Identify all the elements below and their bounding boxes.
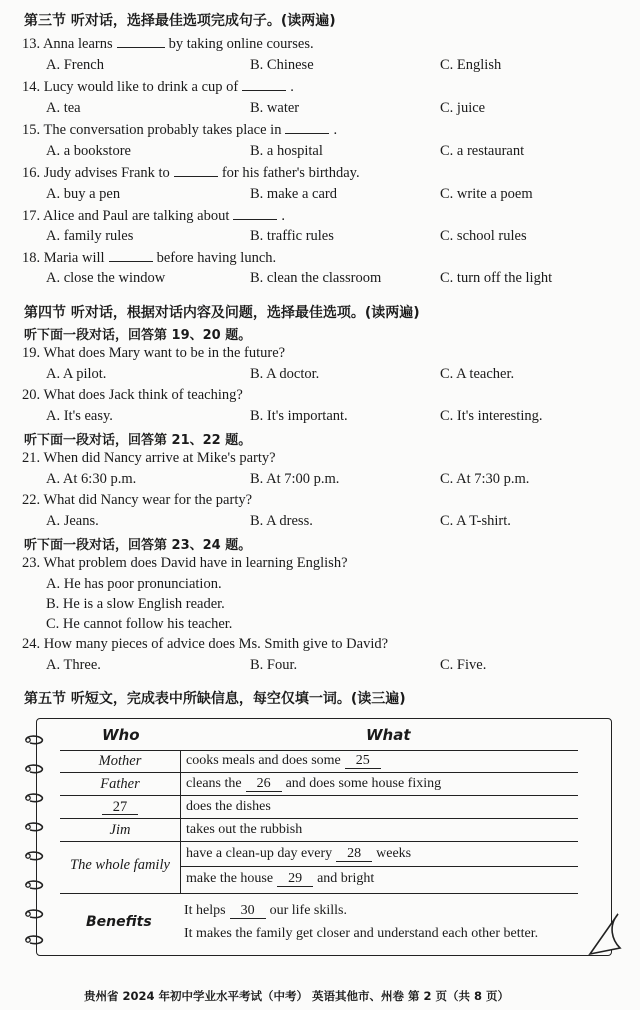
header-what: What (366, 726, 411, 744)
row-line (60, 818, 578, 819)
row-line (60, 841, 578, 842)
q19-option-c: C. A teacher. (440, 366, 515, 382)
row-line (60, 893, 578, 894)
question-20: 20. What does Jack think of teaching? (22, 387, 243, 403)
q18-option-c: C. turn off the light (440, 270, 553, 286)
spiral-ring-icon (24, 763, 46, 775)
who-father: Father (100, 776, 140, 792)
q24-option-a: A. Three. (46, 657, 101, 673)
q14-option-c: C. juice (440, 100, 486, 116)
q17-option-b: B. traffic rules (250, 228, 334, 244)
q16-option-c: C. write a poem (440, 186, 533, 202)
section5-title: 第五节 听短文，完成表中所缺信息，每空仅填一词。(读三遍) (24, 691, 406, 707)
question-16: 16. Judy advises Frank to for his father's birthday. (22, 165, 360, 181)
q23-option-c: C. He cannot follow his teacher. (46, 616, 233, 632)
what-family-2: make the house 29 and bright (186, 871, 375, 886)
spiral-ring-icon (24, 934, 46, 946)
q13-option-b: B. Chinese (250, 57, 314, 73)
section4-instruction-3: 听下面一段对话，回答第 23、24 题。 (24, 538, 252, 553)
page-curl-icon (588, 912, 622, 956)
who-blank-27: 27 (62, 799, 178, 816)
row-line (60, 795, 578, 796)
benefits-line-2: It makes the family get closer and understand each other better. (184, 926, 539, 941)
q18-option-b: B. clean the classroom (250, 270, 382, 286)
question-14: 14. Lucy would like to drink a cup of . (22, 79, 294, 95)
row-line (60, 772, 578, 773)
q13-option-c: C. English (440, 57, 502, 73)
q16-option-b: B. make a card (250, 186, 337, 202)
column-line (180, 750, 181, 893)
spiral-ring-icon (24, 821, 46, 833)
question-23: 23. What problem does David have in learning English? (22, 555, 348, 571)
question-21: 21. When did Nancy arrive at Mike's party? (22, 450, 276, 466)
q19-option-b: B. A doctor. (250, 366, 320, 382)
q20-option-b: B. It's important. (250, 408, 348, 424)
q19-option-a: A. A pilot. (46, 366, 107, 382)
q23-option-a: A. He has poor pronunciation. (46, 576, 222, 592)
question-13: 13. Anna learns by taking online courses. (22, 36, 314, 52)
q15-option-a: A. a bookstore (46, 143, 131, 159)
benefits-line-1: It helps 30 our life skills. (184, 903, 347, 918)
q21-option-b: B. At 7:00 p.m. (250, 471, 340, 487)
q16-option-a: A. buy a pen (46, 186, 121, 202)
section4-instruction-1: 听下面一段对话，回答第 19、20 题。 (24, 328, 252, 343)
q14-option-a: A. tea (46, 100, 81, 116)
question-22: 22. What did Nancy wear for the party? (22, 492, 253, 508)
question-17: 17. Alice and Paul are talking about . (22, 208, 286, 224)
q15-option-b: B. a hospital (250, 143, 323, 159)
q14-option-b: B. water (250, 100, 300, 116)
what-jim: takes out the rubbish (186, 822, 303, 837)
spiral-ring-icon (24, 879, 46, 891)
q13-option-a: A. French (46, 57, 104, 73)
q22-option-a: A. Jeans. (46, 513, 99, 529)
page-footer: 贵州省 2024 年初中学业水平考试（中考） 英语其他市、州卷 第 2 页（共 8 页） (84, 989, 510, 1003)
what-family-1: have a clean-up day every 28 weeks (186, 846, 412, 861)
spiral-ring-icon (24, 792, 46, 804)
q22-option-c: C. A T-shirt. (440, 513, 511, 529)
q17-option-c: C. school rules (440, 228, 527, 244)
spiral-ring-icon (24, 734, 46, 746)
who-mother: Mother (98, 753, 142, 769)
q22-option-b: B. A dress. (250, 513, 313, 529)
q21-option-a: A. At 6:30 p.m. (46, 471, 137, 487)
who-jim: Jim (109, 822, 131, 838)
question-24: 24. How many pieces of advice does Ms. Smith give to David? (22, 636, 389, 652)
header-who: Who (102, 726, 140, 744)
benefits-label: Benefits (86, 914, 152, 930)
section4-title: 第四节 听对话，根据对话内容及问题，选择最佳选项。(读两遍) (24, 305, 420, 321)
spiral-ring-icon (24, 908, 46, 920)
q24-option-b: B. Four. (250, 657, 298, 673)
row-line (180, 866, 578, 867)
q20-option-c: C. It's interesting. (440, 408, 543, 424)
q23-option-b: B. He is a slow English reader. (46, 596, 225, 612)
q15-option-c: C. a restaurant (440, 143, 525, 159)
question-19: 19. What does Mary want to be in the future? (22, 345, 286, 361)
row-line (60, 750, 578, 751)
section3-title: 第三节 听对话，选择最佳选项完成句子。(读两遍) (24, 13, 336, 29)
section4-instruction-2: 听下面一段对话，回答第 21、22 题。 (24, 433, 252, 448)
what-mother: cooks meals and does some 25 (186, 753, 385, 769)
what-father: cleans the 26 and does some house fixing (186, 776, 442, 791)
q17-option-a: A. family rules (46, 228, 134, 244)
q18-option-a: A. close the window (46, 270, 166, 286)
q24-option-c: C. Five. (440, 657, 487, 673)
question-15: 15. The conversation probably takes place in . (22, 122, 338, 138)
who-whole-family: The whole family (70, 857, 170, 873)
what-27: does the dishes (186, 799, 271, 814)
q20-option-a: A. It's easy. (46, 408, 113, 424)
spiral-ring-icon (24, 850, 46, 862)
q21-option-c: C. At 7:30 p.m. (440, 471, 530, 487)
question-18: 18. Maria will before having lunch. (22, 250, 277, 266)
